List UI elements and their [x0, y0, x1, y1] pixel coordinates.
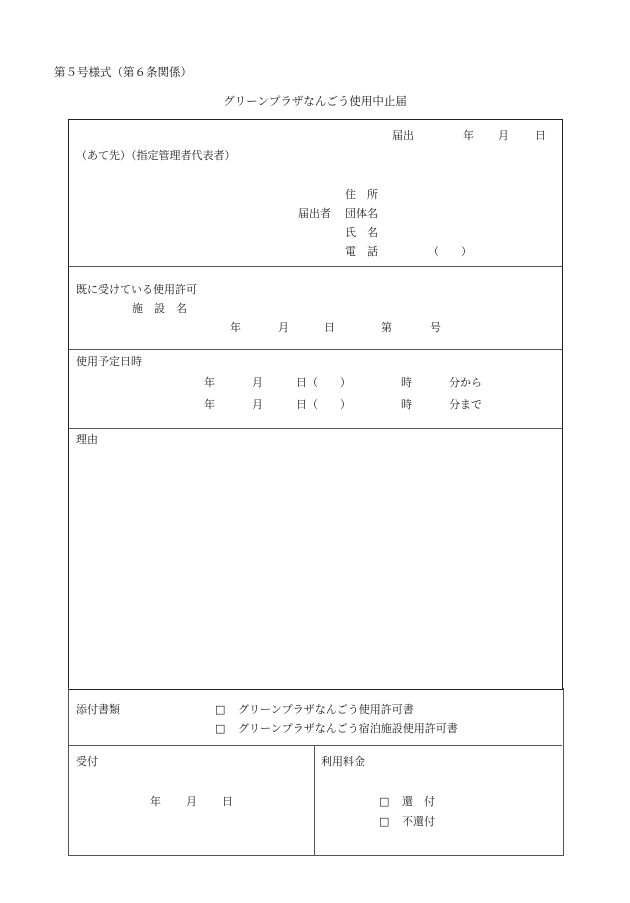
permit-month-label: 月: [278, 321, 289, 334]
attachment-label-permit: グリーンプラザなんごう使用許可書: [238, 703, 414, 716]
reception-day-label: 日: [222, 795, 233, 808]
phone-area-code-parens: （ ）: [428, 245, 472, 258]
applicant-label: 届出者: [298, 207, 331, 220]
divider-schedule: [69, 428, 562, 429]
reception-heading: 受付: [76, 755, 98, 768]
facility-name-label: 施 設 名: [132, 302, 187, 315]
schedule-end-month: 月: [252, 398, 263, 411]
attachment-checkbox-permit[interactable]: □: [215, 703, 226, 716]
filing-label: 届出: [392, 129, 414, 142]
schedule-end-year: 年: [204, 398, 215, 411]
fee-refund-label: 還 付: [402, 795, 435, 808]
addressee-label: （あて先）（指定管理者代表者）: [76, 149, 236, 162]
group-name-label: 団体名: [345, 207, 378, 220]
fee-no-refund-label: 不還付: [402, 815, 435, 828]
form-title: グリーンプラザなんごう使用中止届: [223, 94, 407, 108]
schedule-end-day: 日（ ）: [296, 398, 351, 411]
fee-no-refund-checkbox[interactable]: □: [379, 815, 390, 828]
reception-month-label: 月: [186, 795, 197, 808]
attachment-checkbox-lodging-permit[interactable]: □: [215, 722, 226, 735]
schedule-start-year: 年: [204, 376, 215, 389]
permit-heading: 既に受けている使用許可: [76, 283, 197, 296]
schedule-start-month: 月: [252, 376, 263, 389]
schedule-start-minute: 分から: [449, 376, 482, 389]
filing-year-label: 年: [463, 129, 474, 142]
attachment-label-lodging-permit: グリーンプラザなんごう宿泊施設使用許可書: [238, 722, 458, 735]
permit-year-label: 年: [230, 321, 241, 334]
schedule-heading: 使用予定日時: [76, 355, 142, 368]
person-name-label: 氏 名: [345, 226, 378, 239]
reception-year-label: 年: [150, 795, 161, 808]
attachments-heading: 添付書類: [76, 703, 120, 716]
divider-attachments: [69, 745, 562, 746]
permit-number-suffix: 号: [430, 321, 441, 334]
filing-month-label: 月: [498, 129, 509, 142]
divider-reception-fee: [314, 745, 315, 855]
schedule-end-hour: 時: [401, 398, 412, 411]
phone-label: 電 話: [345, 245, 378, 258]
permit-day-label: 日: [324, 321, 335, 334]
divider-notice: [69, 266, 562, 267]
reason-heading: 理由: [76, 433, 98, 446]
form-number-label: 第５号様式（第６条関係）: [54, 65, 192, 79]
filing-day-label: 日: [535, 129, 546, 142]
fee-refund-checkbox[interactable]: □: [379, 795, 390, 808]
permit-number-prefix: 第: [381, 321, 392, 334]
divider-permit: [69, 349, 562, 350]
fee-heading: 利用料金: [321, 755, 365, 768]
schedule-start-day: 日（ ）: [296, 376, 351, 389]
schedule-end-minute: 分まで: [449, 398, 482, 411]
schedule-start-hour: 時: [401, 376, 412, 389]
address-label: 住 所: [345, 188, 378, 201]
